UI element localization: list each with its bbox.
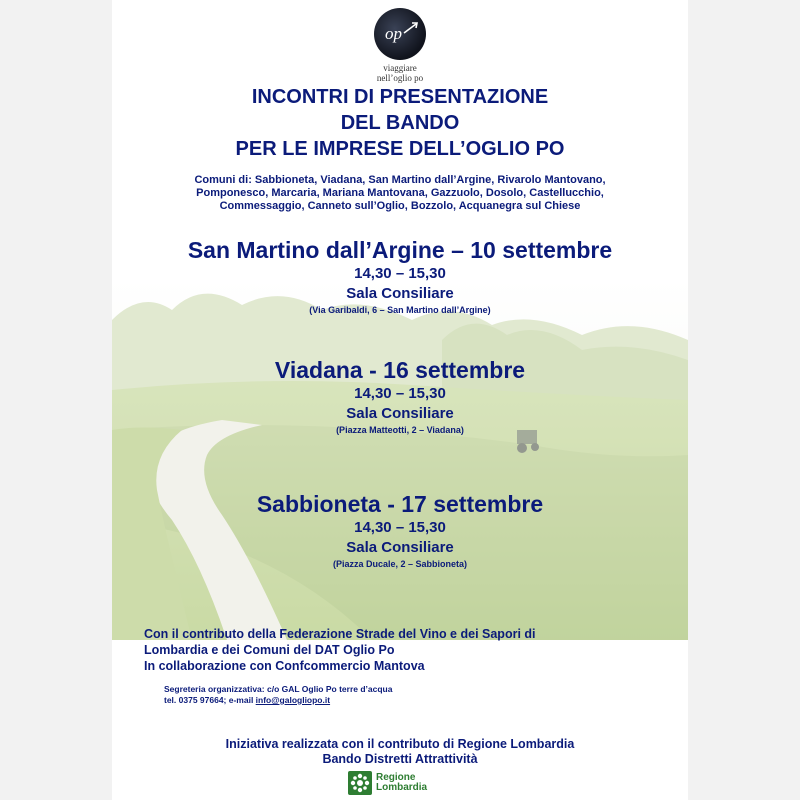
event-title: San Martino dall’Argine – 10 settembre [187,237,613,263]
op-logo-icon [374,8,426,60]
title-line-3: PER LE IMPRESE DELL’OGLIO PO [235,138,565,160]
contributions-block [144,626,664,674]
event-viadana [112,356,688,436]
event-title: Viadana - 16 settembre [274,357,526,383]
event-san-martino [112,236,688,316]
comuni-line-3: Commessaggio, Canneto sull’Oglio, Bozzolo, Acquanegra sul Chiese [219,200,581,212]
page-title [112,84,688,162]
regione-label-2: Lombardia [376,782,428,793]
organization-logo [112,8,688,83]
secretariat-line-2 [164,695,644,706]
regione-lombardia-rose-icon [348,771,372,795]
event-room: Sala Consiliare [346,405,454,422]
event-address: (Piazza Ducale, 2 – Sabbioneta) [332,559,468,569]
event-address: (Via Garibaldi, 6 – San Martino dall’Argine) [309,305,491,315]
title-line-1: INCONTRI DI PRESENTAZIONE [251,86,549,108]
logo-tagline-2: nell’oglio po [376,73,424,83]
event-time: 14,30 – 15,30 [354,265,446,282]
secretariat-phone: tel. 0375 97664; e-mail [164,695,256,705]
secretariat-line-1: Segreteria organizzativa: c/o GAL Oglio Po terre d’acqua [164,684,393,694]
contrib-line-3: In collaborazione con Confcommercio Mantova [144,659,425,673]
event-time: 14,30 – 15,30 [354,519,446,536]
comuni-line-1: Comuni di: Sabbioneta, Viadana, San Martino dall’Argine, Rivarolo Mantovano, [194,174,606,186]
event-address: (Piazza Matteotti, 2 – Viadana) [336,425,464,435]
regione-lombardia-logo [348,769,458,797]
event-room: Sala Consiliare [346,539,454,556]
municipalities-list [112,174,688,213]
footer-line-2: Bando Distretti Attrattività [322,752,478,766]
email-link[interactable]: info@galogliopo.it [255,695,331,705]
landscape-background-image [112,280,688,640]
svg-text:op: op [385,24,402,43]
event-title: Sabbioneta - 17 settembre [256,491,544,517]
title-line-2: DEL BANDO [340,112,460,134]
regione-label-1: Regione [376,772,416,783]
secretariat-block [164,684,644,706]
event-sabbioneta [112,490,688,570]
contrib-line-2: Lombardia e dei Comuni del DAT Oglio Po [144,643,395,657]
footer-line-1: Iniziativa realizzata con il contributo di Regione Lombardia [225,737,575,751]
comuni-line-2: Pomponesco, Marcaria, Mariana Mantovana, Gazzuolo, Dosolo, Castellucchio, [196,187,604,199]
event-room: Sala Consiliare [346,285,454,302]
logo-tagline-1: viaggiare [383,63,417,73]
event-time: 14,30 – 15,30 [354,385,446,402]
contrib-line-1: Con il contributo della Federazione Strade del Vino e dei Sapori di [144,627,536,641]
flyer-page [112,0,688,800]
footer-block [112,737,688,767]
